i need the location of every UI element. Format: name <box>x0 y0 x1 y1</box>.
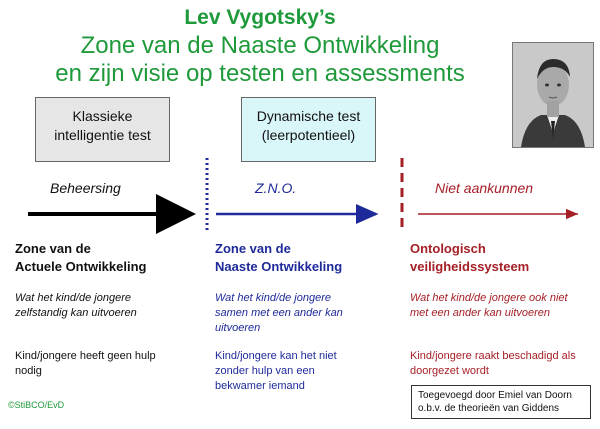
zone-actuele-help-line1: Kind/jongere heeft geen hulp <box>15 350 156 362</box>
zone-actuele-heading <box>15 240 146 276</box>
ontologisch-heading <box>410 240 529 276</box>
zone-naaste-desc-line2: samen met een ander kan <box>215 307 343 319</box>
zone-actuele-help-note <box>15 349 156 379</box>
ontologisch-heading-line2: veiligheidssysteem <box>410 259 530 274</box>
zone-naaste-help-line1: Kind/jongere kan het niet <box>215 350 337 362</box>
title-line-1: Lev Vygotsky’s <box>184 6 336 29</box>
title-line-2: Zone van de Naaste Ontwikkeling <box>80 32 440 59</box>
dynamic-test-label: Dynamische test (leerpotentieel) <box>256 108 361 143</box>
ontologisch-help-line2: doorgezet wordt <box>410 365 489 377</box>
zone-naaste-description <box>215 291 343 336</box>
ontologisch-help-note <box>410 349 576 379</box>
ontologisch-heading-line1: Ontologisch <box>410 241 486 256</box>
ontologisch-desc-line2: met een ander kan uitvoeren <box>410 307 551 319</box>
zone-actuele-desc-line1: Wat het kind/de jongere <box>15 292 131 304</box>
label-beheersing: Beheersing <box>50 180 121 196</box>
copyright-label: ©StiBCO/EvD <box>8 400 65 410</box>
zone-naaste-desc-line1: Wat het kind/de jongere <box>215 292 331 304</box>
zone-actuele-heading-line1: Zone van de <box>15 241 91 256</box>
zone-actuele-desc-line2: zelfstandig kan uitvoeren <box>15 307 137 319</box>
ontologisch-help-line1: Kind/jongere raakt beschadigd als <box>410 350 576 362</box>
zone-naaste-heading-line1: Zone van de <box>215 241 291 256</box>
classic-test-label: Klassieke intelligentie test <box>54 108 151 143</box>
zone-naaste-help-note <box>215 349 337 394</box>
title-line-3: en zijn visie op testen en assessments <box>55 60 465 87</box>
label-zno: Z.N.O. <box>255 180 297 196</box>
zone-actuele-help-line2: nodig <box>15 365 42 377</box>
zone-naaste-heading <box>215 240 342 276</box>
label-niet-aankunnen: Niet aankunnen <box>435 180 534 196</box>
zone-naaste-help-line2: zonder hulp van een <box>215 365 315 377</box>
note-line2: o.b.v. de theorieën van Giddens <box>418 403 560 414</box>
note-line1: Toegevoegd door Emiel van Doorn <box>418 390 572 401</box>
zone-naaste-desc-line3: uitvoeren <box>215 322 261 334</box>
zone-actuele-description <box>15 291 137 321</box>
ontologisch-description <box>410 291 568 321</box>
giddens-note-box <box>411 385 591 419</box>
zone-naaste-help-line3: bekwamer iemand <box>215 380 305 392</box>
zone-actuele-heading-line2: Actuele Ontwikkeling <box>15 259 147 274</box>
ontologisch-desc-line1: Wat het kind/de jongere ook niet <box>410 292 568 304</box>
zone-naaste-heading-line2: Naaste Ontwikkeling <box>215 259 343 274</box>
